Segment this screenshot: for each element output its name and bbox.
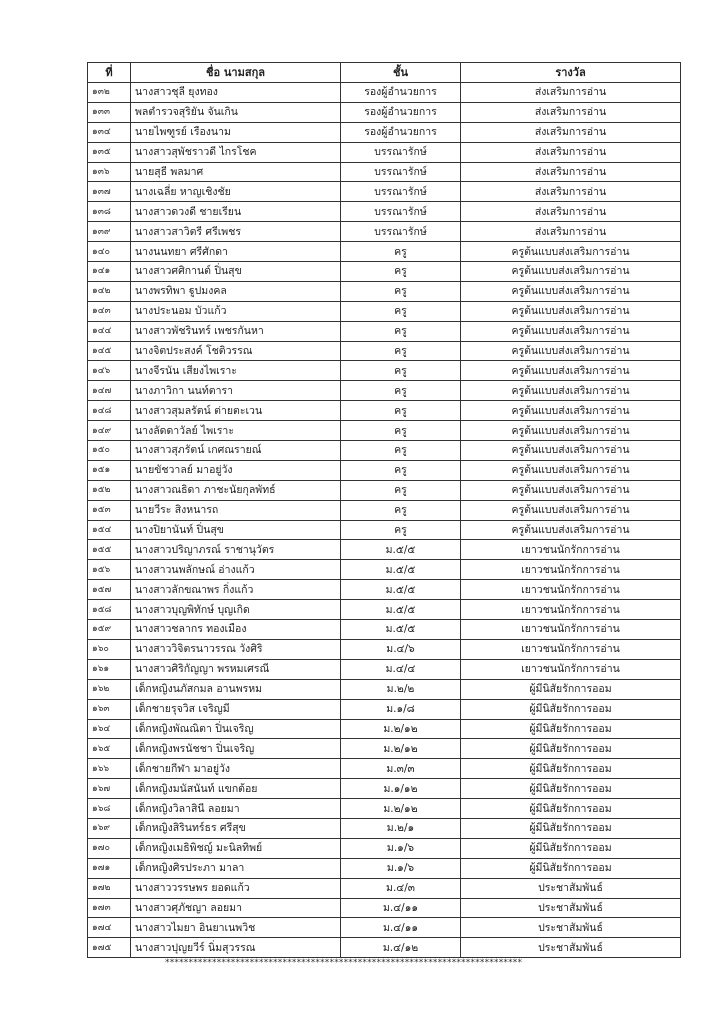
row-number: ๑๖๑: [88, 659, 131, 679]
person-level: ม.๕/๕: [341, 560, 461, 580]
award-name: ผู้มีนิสัยรักการออม: [461, 759, 681, 779]
award-name: ผู้มีนิสัยรักการออม: [461, 779, 681, 799]
award-name: เยาวชนนักรักการอ่าน: [461, 659, 681, 679]
table-row: [88, 242, 681, 262]
table-row: [88, 580, 681, 600]
person-name: นางสาวชุลี ยุงทอง: [131, 83, 341, 103]
table-row: [88, 719, 681, 739]
person-level: บรรณารักษ์: [341, 182, 461, 202]
table-row: [88, 679, 681, 699]
row-number: ๑๕๙: [88, 620, 131, 640]
table-row: [88, 361, 681, 381]
row-number: ๑๕๐: [88, 441, 131, 461]
table-row: [88, 341, 681, 361]
person-name: เด็กหญิงเมธิพิชญ์ มะนิลทิพย์: [131, 838, 341, 858]
award-name: ประชาสัมพันธ์: [461, 918, 681, 938]
header-no: ที่: [88, 63, 131, 83]
person-level: ม.๓/๓: [341, 759, 461, 779]
person-level: ม.๒/๑๒: [341, 719, 461, 739]
person-level: ม.๒/๒: [341, 679, 461, 699]
award-name: ครูต้นแบบส่งเสริมการอ่าน: [461, 460, 681, 480]
person-name: พลตำรวจสุริยัน จันเกิน: [131, 102, 341, 122]
award-name: ครูต้นแบบส่งเสริมการอ่าน: [461, 341, 681, 361]
person-level: ม.๔/๖: [341, 639, 461, 659]
award-name: ผู้มีนิสัยรักการออม: [461, 679, 681, 699]
table-row: [88, 262, 681, 282]
person-level: ครู: [341, 381, 461, 401]
row-number: ๑๔๐: [88, 242, 131, 262]
row-number: ๑๕๓: [88, 500, 131, 520]
row-number: ๑๔๘: [88, 401, 131, 421]
person-level: ครู: [341, 460, 461, 480]
table-row: [88, 620, 681, 640]
person-name: เด็กหญิงพรนัชชา ปิ่นเจริญ: [131, 739, 341, 759]
person-level: ครู: [341, 341, 461, 361]
person-level: บรรณารักษ์: [341, 142, 461, 162]
row-number: ๑๔๕: [88, 341, 131, 361]
table-row: [88, 421, 681, 441]
table-row: [88, 858, 681, 878]
table-row: [88, 122, 681, 142]
award-name: ครูต้นแบบส่งเสริมการอ่าน: [461, 301, 681, 321]
person-name: เด็กหญิงศิรประภา มาลา: [131, 858, 341, 878]
table-row: [88, 202, 681, 222]
person-name: นางสาวสาวิตรี ศรีเพชร: [131, 222, 341, 242]
person-level: ครู: [341, 480, 461, 500]
table-row: [88, 699, 681, 719]
person-level: ม.๒/๑๒: [341, 799, 461, 819]
person-name: นายขัชวาลย์ มาอยู่วัง: [131, 460, 341, 480]
award-table: [87, 62, 681, 958]
row-number: ๑๖๗: [88, 779, 131, 799]
person-name: เด็กหญิงวิลาสินี ลอยมา: [131, 799, 341, 819]
table-row: [88, 401, 681, 421]
person-name: เด็กหญิงสิรินทร์ธร ศรีสุข: [131, 818, 341, 838]
row-number: ๑๗๐: [88, 838, 131, 858]
award-name: เยาวชนนักรักการอ่าน: [461, 540, 681, 560]
person-level: ครู: [341, 520, 461, 540]
row-number: ๑๕๗: [88, 580, 131, 600]
person-level: ม.๔/๔: [341, 659, 461, 679]
award-name: ประชาสัมพันธ์: [461, 938, 681, 958]
person-level: ม.๒/๑: [341, 818, 461, 838]
person-level: ครู: [341, 421, 461, 441]
row-number: ๑๓๕: [88, 142, 131, 162]
person-level: ครู: [341, 301, 461, 321]
person-level: บรรณารักษ์: [341, 222, 461, 242]
award-name: ครูต้นแบบส่งเสริมการอ่าน: [461, 381, 681, 401]
table-row: [88, 480, 681, 500]
person-name: นางสาวศุภัชญา ลอยมา: [131, 898, 341, 918]
person-level: บรรณารักษ์: [341, 162, 461, 182]
person-name: นางจิตประสงค์ โชติวรรณ: [131, 341, 341, 361]
table-row: [88, 321, 681, 341]
row-number: ๑๔๔: [88, 321, 131, 341]
award-name: ครูต้นแบบส่งเสริมการอ่าน: [461, 262, 681, 282]
table-row: [88, 142, 681, 162]
person-name: นางสาววิจิตรนาวรรณ วังศิริ: [131, 639, 341, 659]
person-name: นายวีระ สิงหนารถ: [131, 500, 341, 520]
row-number: ๑๗๓: [88, 898, 131, 918]
row-number: ๑๗๕: [88, 938, 131, 958]
award-name: ครูต้นแบบส่งเสริมการอ่าน: [461, 401, 681, 421]
row-number: ๑๗๔: [88, 918, 131, 938]
person-level: บรรณารักษ์: [341, 202, 461, 222]
table-row: [88, 162, 681, 182]
award-name: ครูต้นแบบส่งเสริมการอ่าน: [461, 520, 681, 540]
table-row: [88, 460, 681, 480]
table-row: [88, 818, 681, 838]
row-number: ๑๖๕: [88, 739, 131, 759]
row-number: ๑๔๙: [88, 421, 131, 441]
person-name: นางสาวลักขณาพร กิ่งแก้ว: [131, 580, 341, 600]
row-number: ๑๖๐: [88, 639, 131, 659]
person-name: นางสาวสุพัชราวดี ไกรโชค: [131, 142, 341, 162]
table-row: [88, 639, 681, 659]
person-level: ม.๔/๑๑: [341, 918, 461, 938]
person-name: นางสาวสุภรัตน์ เกศณรายณ์: [131, 441, 341, 461]
table-row: [88, 600, 681, 620]
row-number: ๑๖๖: [88, 759, 131, 779]
award-name: ครูต้นแบบส่งเสริมการอ่าน: [461, 321, 681, 341]
award-name: เยาวชนนักรักการอ่าน: [461, 600, 681, 620]
row-number: ๑๖๒: [88, 679, 131, 699]
table-row: [88, 102, 681, 122]
person-name: นางสาวปริญาภรณ์ ราชานุวัตร: [131, 540, 341, 560]
award-name: ส่งเสริมการอ่าน: [461, 182, 681, 202]
row-number: ๑๖๘: [88, 799, 131, 819]
table-row: [88, 659, 681, 679]
row-number: ๑๕๔: [88, 520, 131, 540]
row-number: ๑๔๗: [88, 381, 131, 401]
table-row: [88, 500, 681, 520]
person-name: นางสาวปุญยวีร์ นิ่มสุวรรณ: [131, 938, 341, 958]
person-name: นางสาวบุญพิทักษ์ บุญเกิด: [131, 600, 341, 620]
person-name: นางสาวชลากร ทองเมือง: [131, 620, 341, 640]
award-name: ส่งเสริมการอ่าน: [461, 102, 681, 122]
table-row: [88, 222, 681, 242]
row-number: ๑๕๕: [88, 540, 131, 560]
table-row: [88, 898, 681, 918]
row-number: ๑๓๙: [88, 222, 131, 242]
person-level: ม.๔/๓: [341, 878, 461, 898]
header-level: ชั้น: [341, 63, 461, 83]
award-name: ครูต้นแบบส่งเสริมการอ่าน: [461, 421, 681, 441]
award-name: ครูต้นแบบส่งเสริมการอ่าน: [461, 242, 681, 262]
award-name: ผู้มีนิสัยรักการออม: [461, 858, 681, 878]
person-name: เด็กหญิงมนัสนันท์ แขกต้อย: [131, 779, 341, 799]
row-number: ๑๓๖: [88, 162, 131, 182]
award-name: ส่งเสริมการอ่าน: [461, 202, 681, 222]
row-number: ๑๓๗: [88, 182, 131, 202]
award-name: ผู้มีนิสัยรักการออม: [461, 799, 681, 819]
row-number: ๑๕๑: [88, 460, 131, 480]
award-name: ครูต้นแบบส่งเสริมการอ่าน: [461, 480, 681, 500]
person-level: ม.๑/๖: [341, 838, 461, 858]
row-number: ๑๓๔: [88, 122, 131, 142]
person-name: นางสาวพัชรินทร์ เพชรกันหา: [131, 321, 341, 341]
table-row: [88, 938, 681, 958]
person-level: ม.๑/๘: [341, 699, 461, 719]
person-name: เด็กหญิงพัณณิตา ปิ่นเจริญ: [131, 719, 341, 739]
row-number: ๑๓๓: [88, 102, 131, 122]
person-level: ม.๕/๕: [341, 540, 461, 560]
person-level: รองผู้อำนวยการ: [341, 83, 461, 103]
table-row: [88, 182, 681, 202]
table-row: [88, 520, 681, 540]
person-level: รองผู้อำนวยการ: [341, 102, 461, 122]
award-name: ครูต้นแบบส่งเสริมการอ่าน: [461, 500, 681, 520]
person-name: นางสาวสุมลรัตน์ ต่ายตะเวน: [131, 401, 341, 421]
person-name: นางเฉลี่ย หาญเชิงชัย: [131, 182, 341, 202]
person-level: ม.๕/๕: [341, 580, 461, 600]
award-name: ส่งเสริมการอ่าน: [461, 162, 681, 182]
person-level: ครู: [341, 401, 461, 421]
person-level: ม.๕/๕: [341, 620, 461, 640]
person-name: นายไพฑูรย์ เรืองนาม: [131, 122, 341, 142]
table-row: [88, 739, 681, 759]
award-name: เยาวชนนักรักการอ่าน: [461, 639, 681, 659]
person-name: นางพรทิพา ฐูปมงคล: [131, 281, 341, 301]
table-row: [88, 878, 681, 898]
row-number: ๑๔๖: [88, 361, 131, 381]
award-name: ครูต้นแบบส่งเสริมการอ่าน: [461, 361, 681, 381]
person-level: ครู: [341, 441, 461, 461]
person-name: นางสาวศศิกานต์ ปิ่นสุข: [131, 262, 341, 282]
table-row: [88, 301, 681, 321]
award-name: เยาวชนนักรักการอ่าน: [461, 560, 681, 580]
person-name: นางลัดดาวัลย์ ไพเราะ: [131, 421, 341, 441]
header-name: ชื่อ นามสกุล: [131, 63, 341, 83]
table-row: [88, 281, 681, 301]
table-row: [88, 759, 681, 779]
award-name: ผู้มีนิสัยรักการออม: [461, 818, 681, 838]
person-level: ครู: [341, 361, 461, 381]
person-name: นางภาวิกา นนท์ตารา: [131, 381, 341, 401]
person-level: ครู: [341, 500, 461, 520]
row-number: ๑๕๒: [88, 480, 131, 500]
person-level: รองผู้อำนวยการ: [341, 122, 461, 142]
table-header-row: [88, 63, 681, 83]
person-level: ม.๑/๑๒: [341, 779, 461, 799]
table-row: [88, 381, 681, 401]
person-level: ครู: [341, 242, 461, 262]
table-row: [88, 441, 681, 461]
award-name: ผู้มีนิสัยรักการออม: [461, 739, 681, 759]
award-name: ส่งเสริมการอ่าน: [461, 222, 681, 242]
person-level: ครู: [341, 281, 461, 301]
person-name: นายสุธี พลมาศ: [131, 162, 341, 182]
table-body: [88, 83, 681, 958]
award-name: ครูต้นแบบส่งเสริมการอ่าน: [461, 441, 681, 461]
table-row: [88, 779, 681, 799]
person-level: ครู: [341, 321, 461, 341]
award-name: ผู้มีนิสัยรักการออม: [461, 838, 681, 858]
person-name: นางสาวนพลักษณ์ อ่างแก้ว: [131, 560, 341, 580]
award-name: เยาวชนนักรักการอ่าน: [461, 620, 681, 640]
row-number: ๑๗๒: [88, 878, 131, 898]
person-name: นางสาวณธิดา ภาชะนัยกุลพัทธ์: [131, 480, 341, 500]
person-level: ครู: [341, 262, 461, 282]
person-level: ม.๔/๑๒: [341, 938, 461, 958]
person-name: นางสาววรรษพร ยอดแก้ว: [131, 878, 341, 898]
person-name: นางสาวดวงดี ชายเรียน: [131, 202, 341, 222]
person-name: นางจีรนัน เสียงไพเราะ: [131, 361, 341, 381]
award-name: ส่งเสริมการอ่าน: [461, 142, 681, 162]
table-row: [88, 918, 681, 938]
person-name: เด็กชายกีฬา มาอยู่วัง: [131, 759, 341, 779]
award-name: ประชาสัมพันธ์: [461, 898, 681, 918]
row-number: ๑๔๒: [88, 281, 131, 301]
award-name: ส่งเสริมการอ่าน: [461, 122, 681, 142]
person-name: นางประนอม บัวแก้ว: [131, 301, 341, 321]
row-number: ๑๔๓: [88, 301, 131, 321]
row-number: ๑๓๘: [88, 202, 131, 222]
table-row: [88, 838, 681, 858]
person-name: เด็กหญิงนภัสกมล อานพรหม: [131, 679, 341, 699]
award-name: ผู้มีนิสัยรักการออม: [461, 699, 681, 719]
person-level: ม.๔/๑๑: [341, 898, 461, 918]
row-number: ๑๕๖: [88, 560, 131, 580]
row-number: ๑๓๒: [88, 83, 131, 103]
person-name: เด็กชายรุจวิส เจริญมี: [131, 699, 341, 719]
award-name: ผู้มีนิสัยรักการออม: [461, 719, 681, 739]
person-name: นางสาวไมยา อินยาเนพวิช: [131, 918, 341, 938]
header-award: รางวัล: [461, 63, 681, 83]
table-row: [88, 540, 681, 560]
award-name: ส่งเสริมการอ่าน: [461, 83, 681, 103]
row-number: ๑๖๔: [88, 719, 131, 739]
row-number: ๑๖๙: [88, 818, 131, 838]
award-name: ประชาสัมพันธ์: [461, 878, 681, 898]
row-number: ๑๗๑: [88, 858, 131, 878]
person-level: ม.๕/๕: [341, 600, 461, 620]
table-row: [88, 799, 681, 819]
row-number: ๑๖๓: [88, 699, 131, 719]
person-name: นางนนทยา ศรีศักดา: [131, 242, 341, 262]
table-row: [88, 83, 681, 103]
award-name: เยาวชนนักรักการอ่าน: [461, 580, 681, 600]
person-name: นางปิยานันท์ ปิ่นสุข: [131, 520, 341, 540]
row-number: ๑๔๑: [88, 262, 131, 282]
footer-divider: ****************************************************************************: [165, 958, 523, 968]
award-name: ครูต้นแบบส่งเสริมการอ่าน: [461, 281, 681, 301]
person-level: ม.๑/๖: [341, 858, 461, 878]
row-number: ๑๕๘: [88, 600, 131, 620]
table-row: [88, 560, 681, 580]
person-name: นางสาวศิริกัญญา พรหมเศรณี: [131, 659, 341, 679]
person-level: ม.๒/๑๒: [341, 739, 461, 759]
